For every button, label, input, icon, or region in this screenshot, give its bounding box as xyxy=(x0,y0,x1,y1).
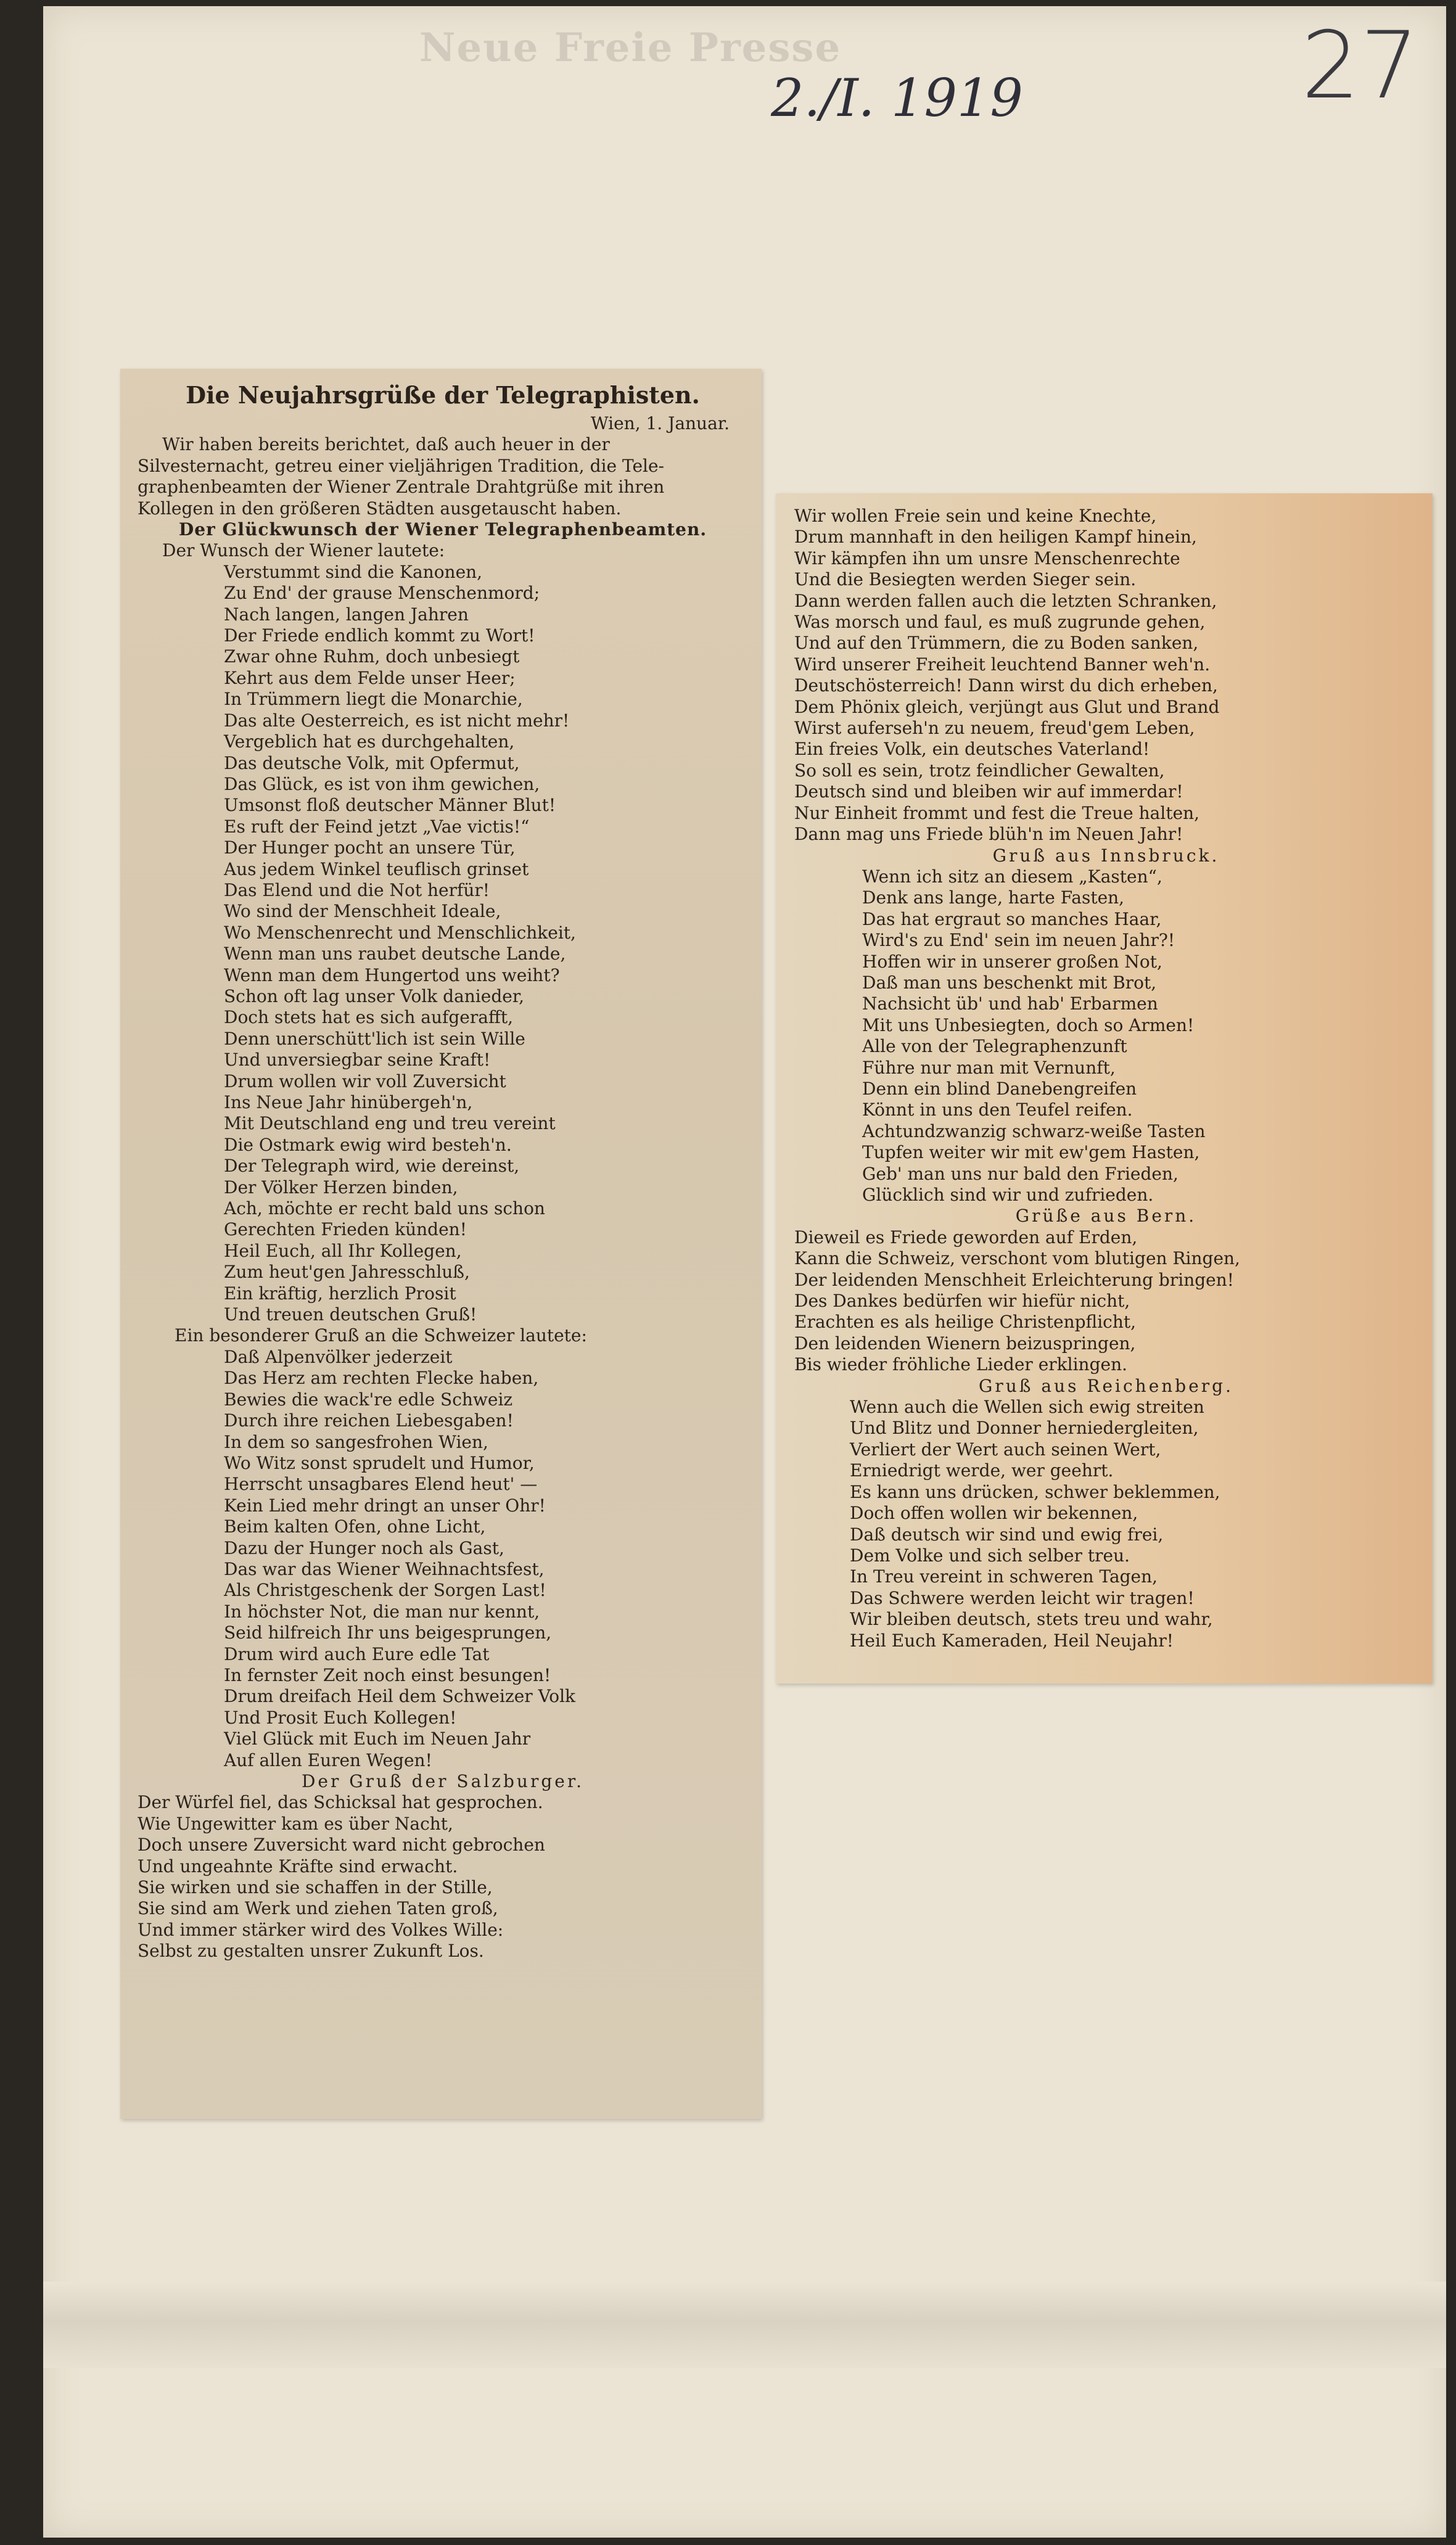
poem-line: Daß deutsch wir sind und ewig frei, xyxy=(850,1524,1164,1545)
poem-lead: Der Wunsch der Wiener lautete: xyxy=(162,540,445,561)
poem-line: Seid hilfreich Ihr uns beigesprungen, xyxy=(224,1622,552,1643)
poem-line: Das hat ergraut so manches Haar, xyxy=(862,908,1162,929)
section-heading-bern: Grüße aus Bern. xyxy=(1015,1206,1197,1227)
poem-line: Aus jedem Winkel teuflisch grinset xyxy=(224,858,529,879)
poem-line: Auf allen Euren Wegen! xyxy=(224,1749,432,1770)
poem-line: Deutsch sind und bleiben wir auf immerdar! xyxy=(794,781,1183,802)
poem-line: Heil Euch, all Ihr Kollegen, xyxy=(224,1240,462,1261)
poem-line: Zu End' der grause Menschenmord; xyxy=(224,583,540,604)
poem-line: Zum heut'gen Jahresschluß, xyxy=(224,1262,470,1283)
intro-line: graphenbeamten der Wiener Zentrale Drahtgrüße mit ihren xyxy=(138,477,665,498)
poem-line: Wir kämpfen ihn um unsre Menschenrechte xyxy=(794,548,1180,569)
poem-line: Nach langen, langen Jahren xyxy=(224,604,469,625)
poem-line: Führe nur man mit Vernunft, xyxy=(862,1057,1116,1078)
poem-line: Alle von der Telegraphenzunft xyxy=(862,1036,1127,1057)
poem-line: In Trümmern liegt die Monarchie, xyxy=(224,689,523,710)
poem-line: Wo Menschenrecht und Menschlichkeit, xyxy=(224,922,576,943)
poem-line: Gerechten Frieden künden! xyxy=(224,1219,467,1240)
poem-line: Achtundzwanzig schwarz-weiße Tasten xyxy=(862,1120,1206,1141)
poem-line: Und Blitz und Donner herniedergleiten, xyxy=(850,1418,1199,1439)
poem-line: Und Prosit Euch Kollegen! xyxy=(224,1707,457,1728)
poem-line: Und treuen deutschen Gruß! xyxy=(224,1304,477,1325)
poem-line: Deutschösterreich! Dann wirst du dich erheben, xyxy=(794,675,1218,696)
poem-line: Sie sind am Werk und ziehen Taten groß, xyxy=(138,1898,498,1919)
newspaper-stamp: Neue Freie Presse xyxy=(419,25,842,71)
poem-line: Dann werden fallen auch die letzten Schranken, xyxy=(794,590,1217,611)
poem-line: In dem so sangesfrohen Wien, xyxy=(224,1431,488,1452)
poem-line: In fernster Zeit noch einst besungen! xyxy=(224,1664,551,1685)
poem-line: Der leidenden Menschheit Erleichterung bringen! xyxy=(794,1269,1235,1290)
poem-line: Bewies die wack're edle Schweiz xyxy=(224,1389,513,1410)
poem-line: Den leidenden Wienern beizuspringen, xyxy=(794,1333,1136,1354)
poem-line: So soll es sein, trotz feindlicher Gewalten, xyxy=(794,760,1165,781)
poem-line: Das Glück, es ist von ihm gewichen, xyxy=(224,773,540,794)
poem-line: Das war das Wiener Weihnachtsfest, xyxy=(224,1558,545,1579)
poem-line: Der Würfel fiel, das Schicksal hat gesprochen. xyxy=(138,1792,543,1813)
poem-line: Der Hunger pocht an unsere Tür, xyxy=(224,837,516,858)
poem-line: Drum wird auch Eure edle Tat xyxy=(224,1643,490,1664)
handwritten-page-number: 27 xyxy=(1301,12,1419,120)
poem-line: Drum dreifach Heil dem Schweizer Volk xyxy=(224,1686,575,1707)
article-intro xyxy=(138,434,748,519)
poem-line: Dann mag uns Friede blüh'n im Neuen Jahr! xyxy=(794,824,1183,845)
poem-line: Des Dankes bedürfen wir hiefür nicht, xyxy=(794,1291,1130,1312)
poem-line: Dem Volke und sich selber treu. xyxy=(850,1545,1130,1566)
poem-line: Sie wirken und sie schaffen in der Stille, xyxy=(138,1877,493,1898)
article-subhead: Der Glückwunsch der Wiener Telegraphenbeamten. xyxy=(178,519,707,540)
poem-salzburg-continued xyxy=(794,506,1418,845)
poem-line: Und unversiegbar seine Kraft! xyxy=(224,1050,491,1071)
poem-line: Vergeblich hat es durchgehalten, xyxy=(224,731,515,752)
poem-line: Dazu der Hunger noch als Gast, xyxy=(224,1537,504,1558)
poem-line: Daß man uns beschenkt mit Brot, xyxy=(862,972,1157,993)
poem-innsbruck xyxy=(794,866,1418,1206)
article-dateline: Wien, 1. Januar. xyxy=(590,413,730,434)
poem-line: Als Christgeschenk der Sorgen Last! xyxy=(224,1580,546,1601)
poem-line: Hoffen wir in unserer großen Not, xyxy=(862,951,1162,972)
poem-line: Geb' man uns nur bald den Frieden, xyxy=(862,1163,1178,1184)
poem-line: Und auf den Trümmern, die zu Boden sanken, xyxy=(794,633,1199,654)
intro-line: Silvesternacht, getreu einer vieljährigen Tradition, die Tele- xyxy=(138,455,665,476)
poem-line: Wird's zu End' sein im neuen Jahr?! xyxy=(862,930,1175,951)
poem-line: Herrscht unsagbares Elend heut' — xyxy=(224,1474,538,1495)
poem-line: Ins Neue Jahr hinübergeh'n, xyxy=(224,1092,473,1112)
poem-line: Und die Besiegten werden Sieger sein. xyxy=(794,569,1137,590)
poem-line: Der Friede endlich kommt zu Wort! xyxy=(224,625,535,646)
poem-line: Die Ostmark ewig wird besteh'n. xyxy=(224,1134,512,1155)
poem-line: Wo Witz sonst sprudelt und Humor, xyxy=(224,1452,535,1473)
poem-line: Bis wieder fröhliche Lieder erklingen. xyxy=(794,1354,1127,1375)
poem-line: Durch ihre reichen Liebesgaben! xyxy=(224,1410,514,1431)
intro-line: Kollegen in den größeren Städten ausgetauscht haben. xyxy=(138,498,622,519)
poem-salzburg xyxy=(138,1792,748,1962)
poem-line: In höchster Not, die man nur kennt, xyxy=(224,1601,540,1622)
poem-line: Doch stets hat es sich aufgerafft, xyxy=(224,1007,513,1028)
poem-line: Kann die Schweiz, verschont vom blutigen Ringen, xyxy=(794,1248,1240,1269)
poem-line: Verstummt sind die Kanonen, xyxy=(224,561,483,582)
article-headline: Die Neujahrsgrüße der Telegraphisten. xyxy=(186,381,700,409)
poem-line: Und ungeahnte Kräfte sind erwacht. xyxy=(138,1856,458,1877)
section-heading-reichenberg: Gruß aus Reichenberg. xyxy=(978,1375,1233,1396)
intro-line: Wir haben bereits berichtet, daß auch heuer in der xyxy=(162,434,610,455)
poem-line: In Treu vereint in schweren Tagen, xyxy=(850,1566,1158,1587)
handwritten-date: 2./I. 1919 xyxy=(771,68,1023,128)
poem-line: Der Telegraph wird, wie dereinst, xyxy=(224,1156,520,1177)
poem-line: Das deutsche Volk, mit Opfermut, xyxy=(224,752,520,773)
left-newspaper-clipping xyxy=(120,369,762,2119)
poem-line: Schon oft lag unser Volk danieder, xyxy=(224,985,525,1006)
poem-line: Wenn man dem Hungertod uns weiht? xyxy=(224,964,560,985)
poem-line: Beim kalten Ofen, ohne Licht, xyxy=(224,1516,486,1537)
poem-line: Tupfen weiter wir mit ew'gem Hasten, xyxy=(862,1142,1200,1163)
right-newspaper-clipping xyxy=(776,493,1433,1684)
poem-line: Dieweil es Friede geworden auf Erden, xyxy=(794,1227,1138,1248)
poem-line: Zwar ohne Ruhm, doch unbesiegt xyxy=(224,646,520,667)
poem-line: Viel Glück mit Euch im Neuen Jahr xyxy=(224,1729,531,1749)
poem-line: Denk ans lange, harte Fasten, xyxy=(862,887,1125,908)
poem-line: Der Völker Herzen binden, xyxy=(224,1177,458,1198)
poem-line: Wie Ungewitter kam es über Nacht, xyxy=(138,1813,453,1834)
poem-line: Das Herz am rechten Flecke haben, xyxy=(224,1368,539,1389)
poem-reichenberg xyxy=(794,1397,1418,1651)
poem-line: Umsonst floß deutscher Männer Blut! xyxy=(224,795,556,816)
poem-line: Doch unsere Zuversicht ward nicht gebrochen xyxy=(138,1835,545,1856)
poem-switzerland xyxy=(138,1347,748,1771)
poem-line: Es kann uns drücken, schwer beklemmen, xyxy=(850,1481,1220,1502)
section-heading-salzburg: Der Gruß der Salzburger. xyxy=(301,1771,585,1791)
poem-line: Es ruft der Feind jetzt „Vae victis!“ xyxy=(224,816,530,837)
poem-line: Erachten es als heilige Christenpflicht, xyxy=(794,1312,1137,1333)
poem-line: Wenn man uns raubet deutsche Lande, xyxy=(224,944,566,964)
poem-bern xyxy=(794,1227,1418,1376)
poem-line: Daß Alpenvölker jederzeit xyxy=(224,1346,453,1367)
poem-line: Was morsch und faul, es muß zugrunde gehen, xyxy=(794,612,1206,633)
poem-line: Wir wollen Freie sein und keine Knechte, xyxy=(794,506,1157,526)
poem-line: Drum wollen wir voll Zuversicht xyxy=(224,1071,506,1092)
poem-line: Und immer stärker wird des Volkes Wille: xyxy=(138,1919,504,1940)
poem-line: Ein kräftig, herzlich Prosit xyxy=(224,1283,456,1304)
poem-line: Wenn auch die Wellen sich ewig streiten xyxy=(850,1397,1204,1418)
poem-line: Wirst auferseh'n zu neuem, freud'gem Leben, xyxy=(794,718,1195,739)
poem-line: Das Schwere werden leicht wir tragen! xyxy=(850,1587,1195,1608)
poem-line: Wird unserer Freiheit leuchtend Banner weh'n. xyxy=(794,654,1211,675)
poem-lead: Ein besonderer Gruß an die Schweizer lautete: xyxy=(175,1325,587,1346)
sheet-fold-shadow xyxy=(43,2282,1446,2368)
poem-line: Mit uns Unbesiegten, doch so Armen! xyxy=(862,1014,1195,1035)
poem-line: Glücklich sind wir und zufrieden. xyxy=(862,1185,1154,1205)
poem-line: Das alte Oesterreich, es ist nicht mehr! xyxy=(224,710,570,731)
poem-line: Das Elend und die Not herfür! xyxy=(224,879,490,900)
poem-line: Wir bleiben deutsch, stets treu und wahr, xyxy=(850,1609,1213,1630)
poem-line: Mit Deutschland eng und treu vereint xyxy=(224,1113,556,1134)
poem-line: Drum mannhaft in den heiligen Kampf hinein, xyxy=(794,527,1197,548)
poem-line: Verliert der Wert auch seinen Wert, xyxy=(850,1439,1161,1460)
poem-line: Dem Phönix gleich, verjüngt aus Glut und Brand xyxy=(794,696,1220,717)
poem-line: Wenn ich sitz an diesem „Kasten“, xyxy=(862,866,1162,887)
poem-line: Denn unerschütt'lich ist sein Wille xyxy=(224,1028,525,1049)
poem-line: Heil Euch Kameraden, Heil Neujahr! xyxy=(850,1630,1174,1651)
poem-vienna xyxy=(138,562,748,1326)
poem-line: Ein freies Volk, ein deutsches Vaterland! xyxy=(794,739,1150,760)
section-heading-innsbruck: Gruß aus Innsbruck. xyxy=(992,845,1220,866)
poem-line: Kehrt aus dem Felde unser Heer; xyxy=(224,667,516,688)
poem-line: Kein Lied mehr dringt an unser Ohr! xyxy=(224,1495,546,1516)
poem-line: Nachsicht üb' und hab' Erbarmen xyxy=(862,993,1158,1014)
poem-line: Nur Einheit frommt und fest die Treue halten, xyxy=(794,802,1200,823)
poem-line: Selbst zu gestalten unsrer Zukunft Los. xyxy=(138,1941,484,1962)
poem-line: Ach, möchte er recht bald uns schon xyxy=(224,1198,545,1219)
poem-line: Wo sind der Menschheit Ideale, xyxy=(224,901,501,922)
poem-line: Denn ein blind Danebengreifen xyxy=(862,1078,1137,1099)
poem-line: Doch offen wollen wir bekennen, xyxy=(850,1503,1138,1524)
poem-line: Könnt in uns den Teufel reifen. xyxy=(862,1100,1133,1120)
poem-line: Erniedrigt werde, wer geehrt. xyxy=(850,1460,1114,1481)
